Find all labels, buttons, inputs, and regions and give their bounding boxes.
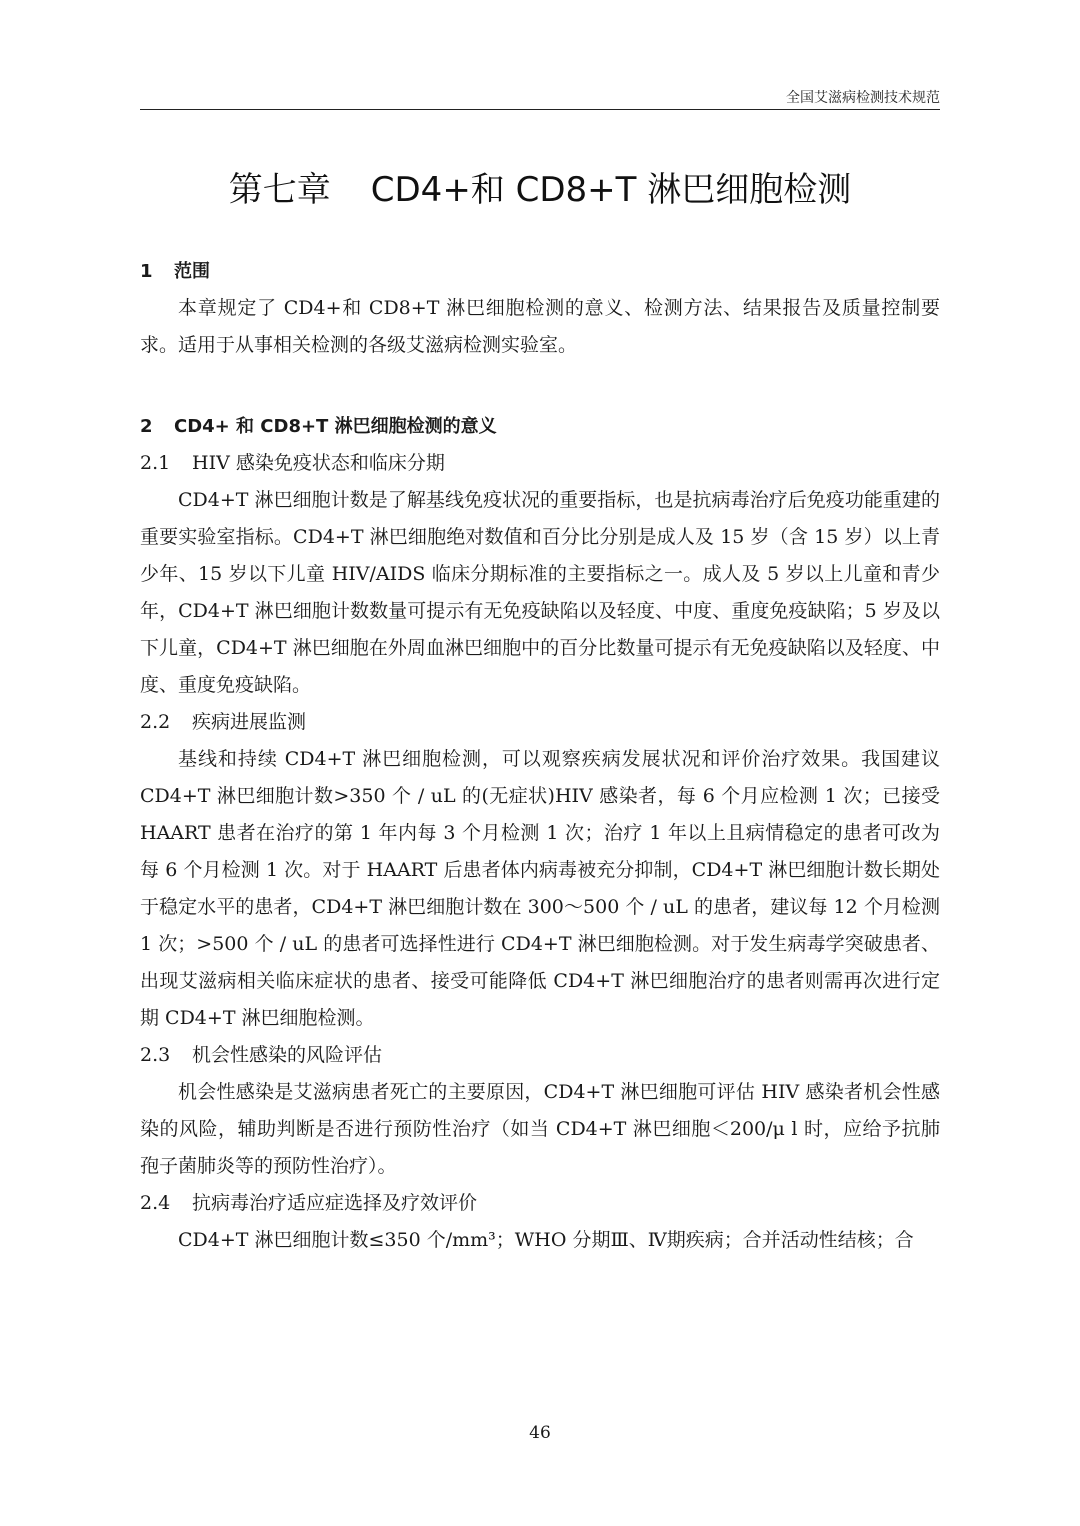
subsection-number: 2.4 [140, 1192, 171, 1214]
chapter-number: 第七章 [228, 170, 331, 210]
section-number: 2 [140, 416, 153, 437]
subsection-number: 2.2 [140, 711, 171, 733]
subsection-2-2-heading [140, 704, 940, 741]
chapter-heading: CD4+和 CD8+T 淋巴细胞检测 [370, 170, 852, 210]
subsection-2-3-paragraph: 机会性感染是艾滋病患者死亡的主要原因，CD4+T 淋巴细胞可评估 HIV 感染者机会性感染的风险，辅助判断是否进行预防性治疗（如当 CD4+T 淋巴细胞＜200/μ l 时，应给予抗肺孢子菌肺炎等的预防性治疗）。 [140, 1081, 940, 1177]
subsection-title: HIV 感染免疫状态和临床分期 [192, 452, 445, 474]
document-body [140, 253, 940, 1259]
subsection-title: 疾病进展监测 [192, 711, 307, 733]
subsection-number: 2.1 [140, 452, 171, 474]
section-number: 1 [140, 261, 153, 282]
subsection-2-2-paragraph: 基线和持续 CD4+T 淋巴细胞检测，可以观察疾病发展状况和评价治疗效果。我国建议 CD4+T 淋巴细胞计数>350 个 / uL 的(无症状)HIV 感染者，每 6 个月应检测 1 次；已接受 HAART 患者在治疗的第 1 年内每 3 个月检测 1 次；治疗 1 年以上且病情稳定的患者可改为每 6 个月检测 1 次。对于 HAART 后患者体内病毒被充分抑制，CD4+T 淋巴细胞计数长期处于稳定水平的患者，CD4+T 淋巴细胞计数在 300～500 个 / uL 的患者，建议每 12 个月检测 1 次；>500 个 / uL 的患者可选择性进行 CD4+T 淋巴细胞检测。对于发生病毒学突破患者、出现艾滋病相关临床症状的患者、接受可能降低 CD4+T 淋巴细胞治疗的患者则需再次进行定期 CD4+T 淋巴细胞检测。 [140, 748, 940, 1029]
page-number: 46 [529, 1423, 551, 1443]
section-1-paragraph: 本章规定了 CD4+和 CD8+T 淋巴细胞检测的意义、检测方法、结果报告及质量控制要求。适用于从事相关检测的各级艾滋病检测实验室。 [140, 297, 940, 356]
subsection-2-3-heading [140, 1037, 940, 1074]
subsection-number: 2.3 [140, 1044, 171, 1066]
section-spacer [140, 364, 940, 408]
subsection-title: 抗病毒治疗适应症选择及疗效评价 [192, 1192, 478, 1214]
section-2-heading [140, 408, 940, 445]
section-title: CD4+ 和 CD8+T 淋巴细胞检测的意义 [174, 416, 497, 437]
subsection-2-1-paragraph: CD4+T 淋巴细胞计数是了解基线免疫状况的重要指标，也是抗病毒治疗后免疫功能重建的重要实验室指标。CD4+T 淋巴细胞绝对数值和百分比分别是成人及 15 岁（含 15 岁）以上青少年、15 岁以下儿童 HIV/AIDS 临床分期标准的主要指标之一。成人及 5 岁以上儿童和青少年，CD4+T 淋巴细胞计数数量可提示有无免疫缺陷以及轻度、中度、重度免疫缺陷；5 岁及以下儿童，CD4+T 淋巴细胞在外周血淋巴细胞中的百分比数量可提示有无免疫缺陷以及轻度、中度、重度免疫缺陷。 [140, 489, 940, 696]
header-rule [140, 109, 940, 110]
section-title: 范围 [174, 261, 210, 282]
document-page [140, 0, 940, 1526]
subsection-2-4-heading [140, 1185, 940, 1222]
chapter-title [140, 166, 940, 214]
section-1-heading [140, 253, 940, 290]
subsection-2-1-heading [140, 445, 940, 482]
subsection-2-4-paragraph: CD4+T 淋巴细胞计数≤350 个/mm³；WHO 分期Ⅲ、Ⅳ期疾病；合并活动性结核；合 [178, 1229, 914, 1251]
running-header: 全国艾滋病检测技术规范 [786, 90, 940, 106]
subsection-title: 机会性感染的风险评估 [192, 1044, 383, 1066]
